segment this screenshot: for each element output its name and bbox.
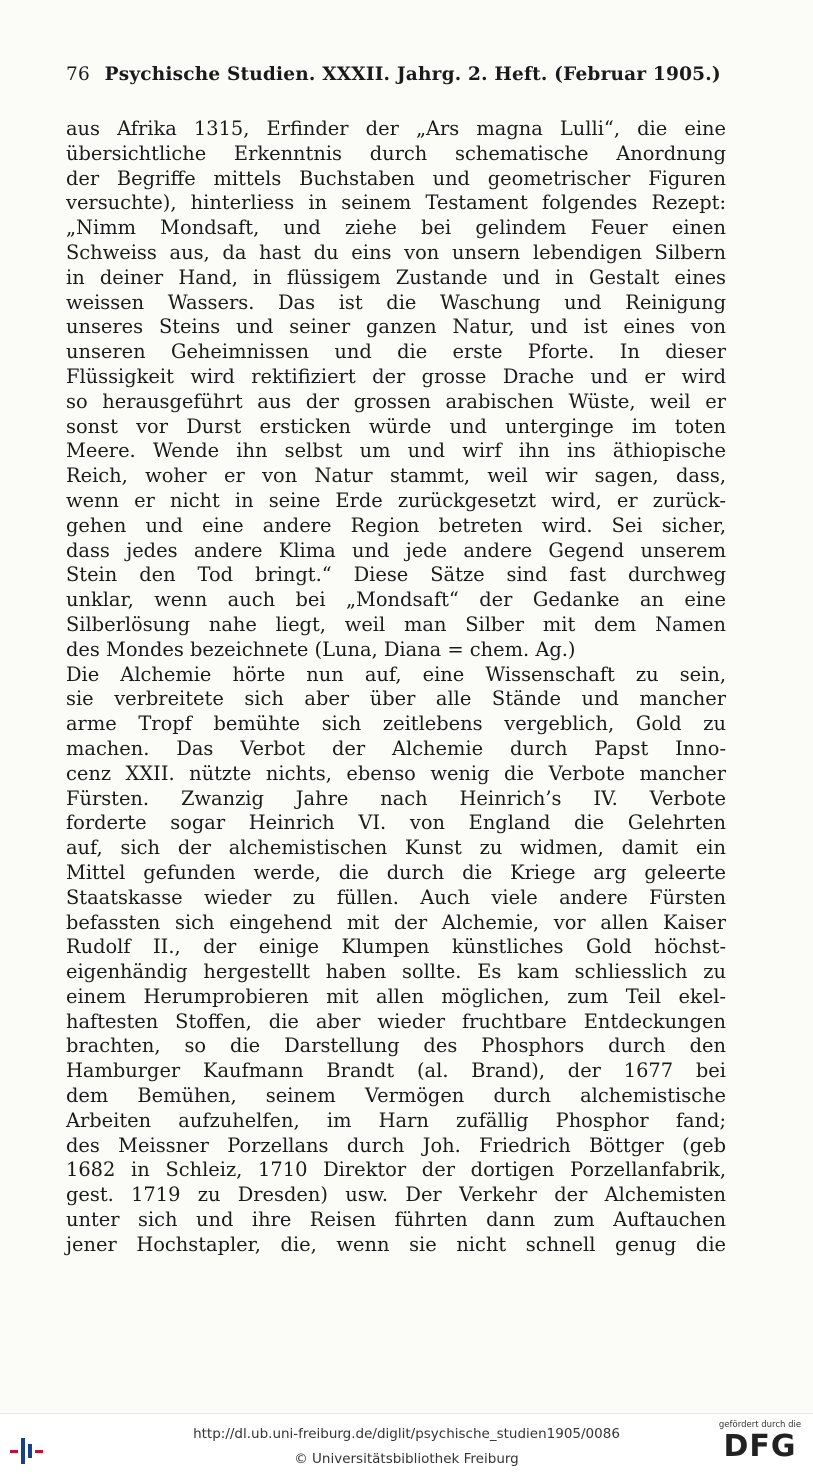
text-line: sie verbreitete sich aber über alle Stände und mancher: [66, 687, 726, 711]
text-line: befassten sich eingehend mit der Alchemie, vor allen Kaiser: [66, 910, 726, 934]
text-line: in deiner Hand, in flüssigem Zustande und in Gestalt eines: [66, 265, 726, 289]
text-line: wenn er nicht in seine Erde zurückgesetzt wird, er zurück-: [66, 488, 726, 512]
text-line: haftesten Stoffen, die aber wieder fruchtbare Entdeckungen: [66, 1009, 726, 1033]
text-line: machen. Das Verbot der Alchemie durch Papst Inno-: [66, 736, 726, 760]
dfg-wordmark: DFG: [723, 1429, 797, 1464]
text-line: eigenhändig hergestellt haben sollte. Es kam schliesslich zu: [66, 960, 726, 984]
text-line: unseren Geheimnissen und die erste Pforte. In dieser: [66, 340, 726, 364]
text-line: aus Afrika 1315, Erfinder der „Ars magna Lulli“, die eine: [66, 117, 726, 140]
text-line: Reich, woher er von Natur stammt, weil wir sagen, dass,: [66, 464, 726, 488]
copyright-notice: © Universitätsbibliothek Freiburg: [294, 1451, 519, 1467]
text-line: unter sich und ihre Reisen führten dann zum Auftauchen: [66, 1208, 726, 1232]
dfg-logo: [717, 1420, 803, 1470]
page-number: 76: [66, 64, 90, 85]
text-line: übersichtliche Erkenntnis durch schematische Anordnung: [66, 141, 726, 165]
running-title: Psychische Studien. XXXII. Jahrg. 2. Heft. (Februar 1905.): [104, 64, 721, 85]
text-line: Meere. Wende ihn selbst um und wirf ihn ins äthiopische: [66, 439, 726, 463]
text-line: jener Hochstapler, die, wenn sie nicht schnell genug die: [66, 1232, 726, 1256]
text-line: gehen und eine andere Region betreten wird. Sei sicher,: [66, 513, 726, 537]
text-line: unklar, wenn auch bei „Mondsaft“ der Gedanke an eine: [66, 588, 726, 612]
text-line: Staatskasse wieder zu füllen. Auch viele andere Fürsten: [66, 885, 726, 909]
text-line: weissen Wassers. Das ist die Waschung und Reinigung: [66, 290, 726, 314]
page-body-text: [66, 117, 726, 1258]
text-line: dass jedes andere Klima und jede andere Gegend unserem: [66, 538, 726, 562]
text-line: Mittel gefunden werde, die durch die Kriege arg geleerte: [66, 860, 726, 884]
text-line: „Nimm Mondsaft, und ziehe bei gelindem Feuer einen: [66, 216, 726, 240]
text-line: cenz XXII. nützte nichts, ebenso wenig die Verbote mancher: [66, 761, 726, 785]
text-line: sonst vor Durst ersticken würde und unterginge im toten: [66, 414, 726, 438]
text-line: einem Herumprobieren mit allen möglichen, zum Teil ekel-: [66, 984, 726, 1008]
text-line: Silberlösung nahe liegt, weil man Silber mit dem Namen: [66, 612, 726, 636]
text-line: Flüssigkeit wird rektifiziert der grosse Drache und er wird: [66, 364, 726, 388]
text-line: gest. 1719 zu Dresden) usw. Der Verkehr der Alchemisten: [66, 1183, 726, 1207]
text-line: Rudolf II., der einige Klumpen künstliches Gold höchst-: [66, 935, 726, 959]
text-line: so herausgeführt aus der grossen arabischen Wüste, weil er: [66, 389, 726, 413]
text-line: des Mondes bezeichnete (Luna, Diana = chem. Ag.): [66, 637, 576, 661]
text-line: Fürsten. Zwanzig Jahre nach Heinrich’s IV. Verbote: [66, 786, 726, 810]
text-line: dem Bemühen, seinem Vermögen durch alchemistische: [66, 1084, 726, 1108]
text-line: 1682 in Schleiz, 1710 Direktor der dortigen Porzellanfabrik,: [66, 1158, 726, 1182]
text-line: versuchte), hinterliess in seinem Testament folgendes Rezept:: [66, 191, 726, 215]
text-line: Hamburger Kaufmann Brandt (al. Brand), der 1677 bei: [66, 1059, 726, 1083]
text-line: des Meissner Porzellans durch Joh. Friedrich Böttger (geb: [66, 1133, 726, 1157]
text-line: unseres Steins und seiner ganzen Natur, und ist eines von: [66, 315, 726, 339]
running-header: [66, 64, 726, 85]
text-line: arme Tropf bemühte sich zeitlebens vergeblich, Gold zu: [66, 712, 726, 736]
text-line: Arbeiten aufzuhelfen, im Harn zufällig Phosphor fand;: [66, 1108, 726, 1132]
source-url[interactable]: http://dl.ub.uni-freiburg.de/diglit/psychische_studien1905/0086: [193, 1426, 620, 1442]
dfg-funding-label: gefördert durch die: [718, 1420, 802, 1430]
text-line: der Begriffe mittels Buchstaben und geometrischer Figuren: [66, 166, 726, 190]
text-line: Die Alchemie hörte nun auf, eine Wissenschaft zu sein,: [66, 662, 726, 686]
text-line: brachten, so die Darstellung des Phosphors durch den: [66, 1034, 726, 1058]
text-line: Schweiss aus, da hast du eins von unsern lebendigen Silbern: [66, 240, 726, 264]
text-line: forderte sogar Heinrich VI. von England die Gelehrten: [66, 811, 726, 835]
text-line: Stein den Tod bringt.“ Diese Sätze sind fast durchweg: [66, 563, 726, 587]
text-line: auf, sich der alchemistischen Kunst zu widmen, damit ein: [66, 836, 726, 860]
viewer-footer: [0, 1413, 813, 1474]
